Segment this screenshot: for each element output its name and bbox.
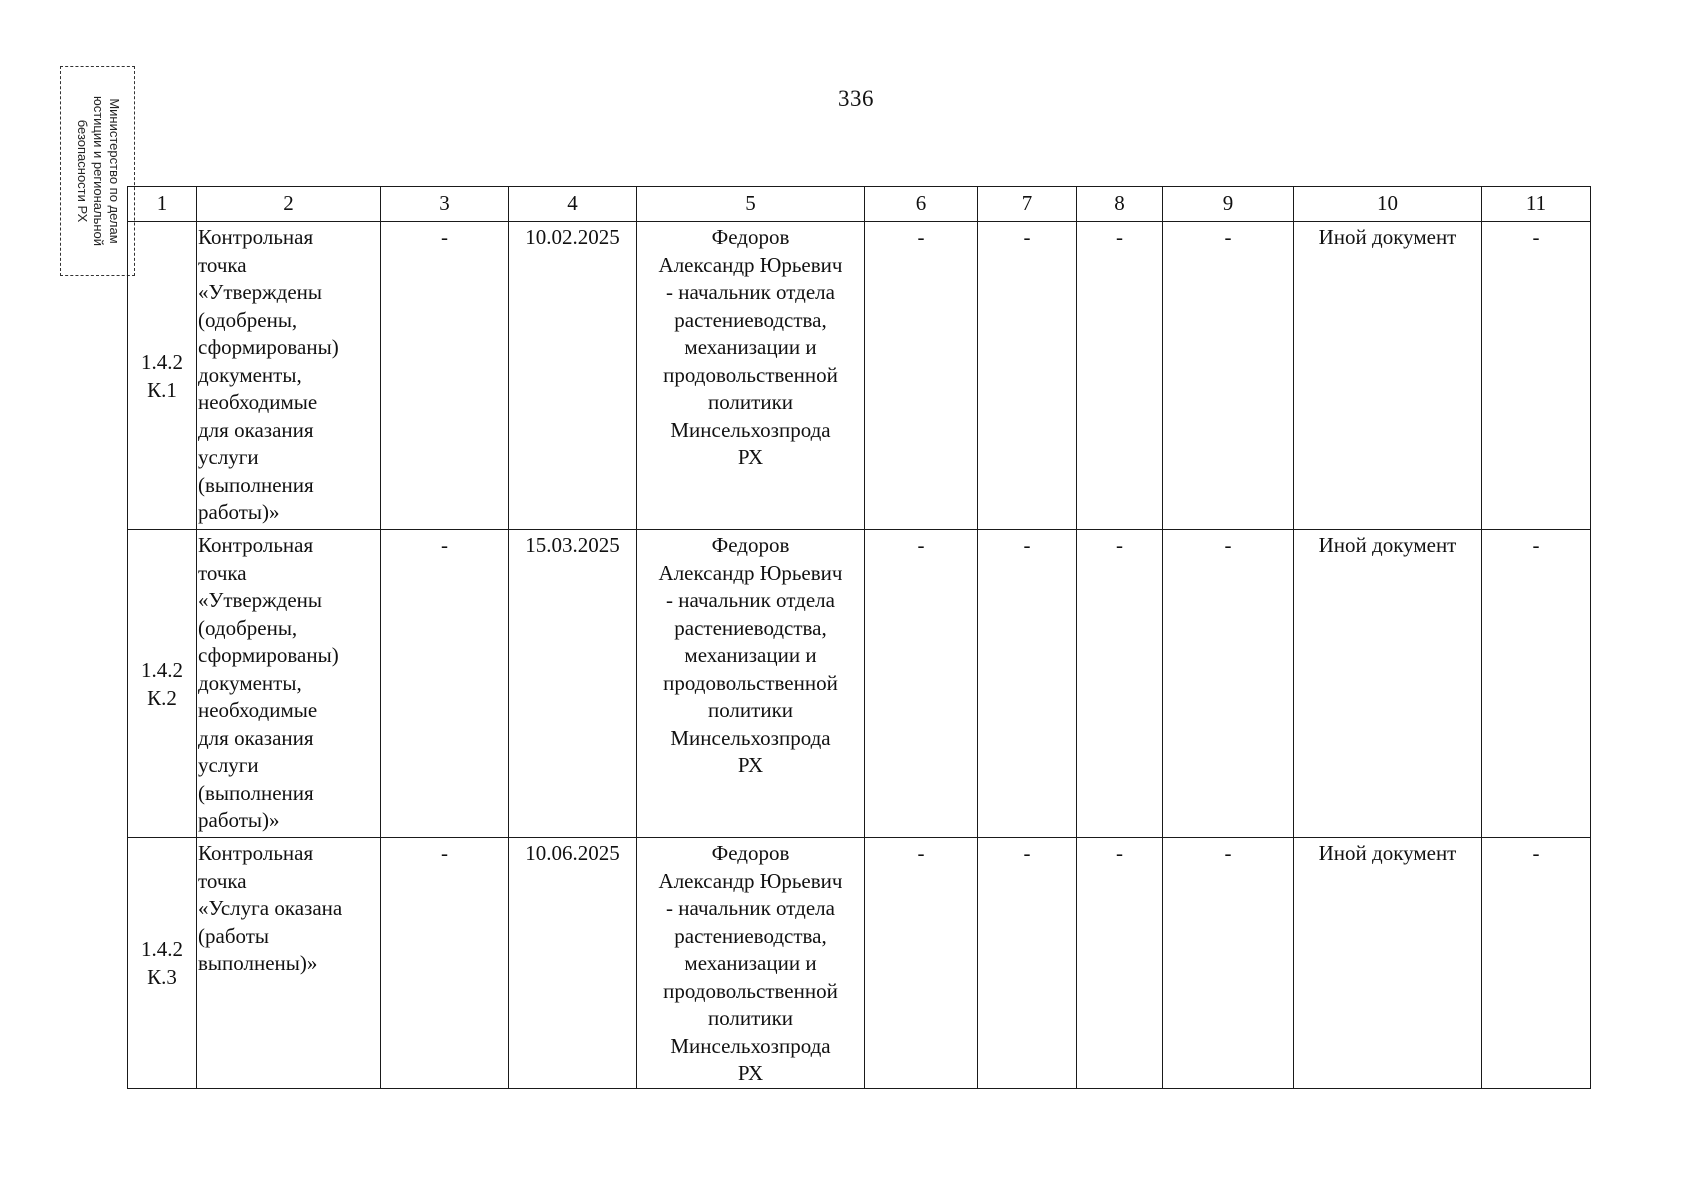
item-name-line: (работы — [198, 923, 270, 948]
item-number-line: К.2 — [147, 685, 177, 710]
item-date: 10.02.2025 — [509, 222, 637, 530]
item-name — [197, 838, 381, 1089]
responsible-person-line: политики — [707, 1006, 794, 1030]
responsible-person-line: РХ — [737, 753, 764, 777]
item-name-line: «Услуга оказана — [198, 896, 343, 920]
item-date: 15.03.2025 — [509, 530, 637, 838]
stamp-line: Министерство по делам — [106, 98, 122, 244]
responsible-person-line: продовольственной — [663, 978, 838, 1003]
responsible-person-line: Федоров — [711, 533, 790, 557]
item-name-line: документы, — [198, 670, 302, 695]
column-header: 10 — [1294, 187, 1482, 222]
table-header-row — [128, 187, 1591, 222]
document-type: Иной документ — [1294, 838, 1482, 1089]
item-name-line: сформированы) — [198, 643, 339, 667]
column-header: 5 — [637, 187, 865, 222]
item-number-line: 1.4.2 — [141, 937, 183, 962]
cell-col11: - — [1482, 530, 1591, 838]
table-row — [128, 530, 1591, 838]
item-name-line: (одобрены, — [198, 615, 298, 640]
responsible-person — [637, 530, 865, 838]
responsible-person-line: продовольственной — [663, 670, 838, 695]
item-name-line: Контрольная — [198, 225, 314, 249]
responsible-person-line: Минсельхозпрода — [670, 1033, 831, 1058]
cell-col8: - — [1077, 222, 1163, 530]
cell-col8: - — [1077, 838, 1163, 1089]
stamp-line: безопасности РХ — [74, 119, 90, 223]
table-row — [128, 838, 1591, 1089]
item-name-line: «Утверждены — [198, 280, 323, 304]
control-points-table — [127, 186, 1591, 1089]
item-name-line: работы)» — [198, 808, 280, 832]
item-name-line: необходимые — [198, 390, 318, 414]
item-name — [197, 530, 381, 838]
item-name-line: точка — [198, 560, 247, 585]
column-header: 11 — [1482, 187, 1591, 222]
cell-col3: - — [381, 222, 509, 530]
item-name-line: «Утверждены — [198, 588, 323, 612]
item-name-line: сформированы) — [198, 335, 339, 359]
cell-col3: - — [381, 838, 509, 1089]
responsible-person-line: растениеводства, — [674, 307, 827, 332]
cell-col11: - — [1482, 838, 1591, 1089]
item-name-line: необходимые — [198, 698, 318, 722]
item-name-line: услуги — [198, 445, 259, 469]
responsible-person-line: Александр Юрьевич — [658, 560, 843, 585]
cell-col11: - — [1482, 222, 1591, 530]
document-type: Иной документ — [1294, 530, 1482, 838]
responsible-person-line: растениеводства, — [674, 615, 827, 640]
responsible-person-line: механизации и — [684, 643, 817, 667]
item-name-line: документы, — [198, 362, 302, 387]
responsible-person-line: механизации и — [684, 335, 817, 359]
column-header: 4 — [509, 187, 637, 222]
cell-col6: - — [865, 222, 978, 530]
cell-col9: - — [1163, 838, 1294, 1089]
column-header: 8 — [1077, 187, 1163, 222]
responsible-person-line: - начальник отдела — [666, 588, 835, 612]
item-number — [128, 222, 197, 530]
responsible-person-line: Минсельхозпрода — [670, 725, 831, 750]
responsible-person-line: Федоров — [711, 225, 790, 249]
responsible-person-line: РХ — [737, 1061, 764, 1085]
cell-col9: - — [1163, 530, 1294, 838]
responsible-person-line: Федоров — [711, 841, 790, 865]
cell-col7: - — [978, 222, 1077, 530]
responsible-person-line: Александр Юрьевич — [658, 868, 843, 893]
item-name-line: выполнены)» — [198, 951, 318, 975]
item-name-line: для оказания — [198, 725, 314, 750]
responsible-person-line: РХ — [737, 445, 764, 469]
item-name-line: работы)» — [198, 500, 280, 524]
cell-col6: - — [865, 838, 978, 1089]
item-number-line: К.3 — [147, 964, 177, 989]
column-header: 9 — [1163, 187, 1294, 222]
stamp-line: юстиции и региональной — [90, 95, 106, 247]
column-header: 7 — [978, 187, 1077, 222]
column-header: 1 — [128, 187, 197, 222]
cell-col3: - — [381, 530, 509, 838]
responsible-person-line: механизации и — [684, 951, 817, 975]
column-header: 3 — [381, 187, 509, 222]
column-header: 2 — [197, 187, 381, 222]
cell-col8: - — [1077, 530, 1163, 838]
item-name-line: (выполнения — [198, 472, 314, 497]
responsible-person — [637, 222, 865, 530]
item-name — [197, 222, 381, 530]
responsible-person-line: Минсельхозпрода — [670, 417, 831, 442]
item-number — [128, 838, 197, 1089]
item-number-line: 1.4.2 — [141, 658, 183, 682]
item-name-line: (одобрены, — [198, 307, 298, 332]
item-date: 10.06.2025 — [509, 838, 637, 1089]
item-name-line: точка — [198, 868, 247, 893]
page-number: 336 — [838, 86, 874, 111]
item-number-line: 1.4.2 — [141, 350, 183, 374]
registration-stamp — [60, 66, 135, 276]
cell-col6: - — [865, 530, 978, 838]
cell-col7: - — [978, 530, 1077, 838]
table-row — [128, 222, 1591, 530]
item-name-line: услуги — [198, 753, 259, 777]
column-header: 6 — [865, 187, 978, 222]
responsible-person-line: растениеводства, — [674, 923, 827, 948]
responsible-person-line: Александр Юрьевич — [658, 252, 843, 277]
item-number — [128, 530, 197, 838]
cell-col9: - — [1163, 222, 1294, 530]
cell-col7: - — [978, 838, 1077, 1089]
item-name-line: (выполнения — [198, 780, 314, 805]
item-name-line: Контрольная — [198, 841, 314, 865]
responsible-person-line: - начальник отдела — [666, 280, 835, 304]
responsible-person-line: продовольственной — [663, 362, 838, 387]
item-name-line: Контрольная — [198, 533, 314, 557]
stamp-text — [74, 71, 122, 271]
item-name-line: точка — [198, 252, 247, 277]
responsible-person-line: политики — [707, 698, 794, 722]
responsible-person-line: политики — [707, 390, 794, 414]
responsible-person-line: - начальник отдела — [666, 896, 835, 920]
item-number-line: К.1 — [147, 377, 177, 402]
document-type: Иной документ — [1294, 222, 1482, 530]
item-name-line: для оказания — [198, 417, 314, 442]
responsible-person — [637, 838, 865, 1089]
